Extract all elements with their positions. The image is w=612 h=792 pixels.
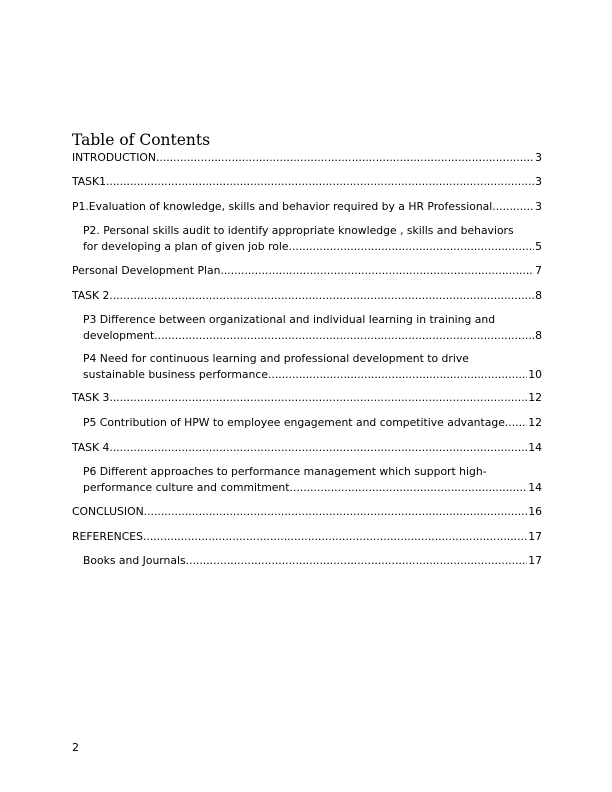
- toc-entry-text: REFERENCES: [72, 530, 143, 543]
- toc-entry-page: 14: [528, 441, 542, 454]
- toc-entry-p1[interactable]: [72, 199, 542, 215]
- toc-entry-text: development: [83, 328, 155, 342]
- toc-entry-personal-development-plan[interactable]: [72, 263, 542, 279]
- toc-entry-page: 17: [528, 530, 542, 543]
- toc-entry-page: 3: [535, 151, 542, 164]
- toc-entry-p3[interactable]: [83, 312, 542, 343]
- toc-entry-task2[interactable]: [72, 288, 542, 304]
- toc-entry-text: sustainable business performance: [83, 367, 268, 381]
- toc-entry-text: INTRODUCTION: [72, 151, 156, 164]
- page-number: 2: [72, 741, 79, 754]
- toc-entry-page: 8: [535, 289, 542, 302]
- toc-entry-text: TASK 4: [72, 441, 110, 454]
- toc-entry-page: 3: [535, 175, 542, 188]
- dot-leader: [289, 239, 535, 255]
- dot-leader: [156, 150, 534, 166]
- dot-leader: [186, 553, 528, 569]
- toc-entry-page: 3: [535, 200, 542, 213]
- toc-entry-introduction[interactable]: [72, 150, 542, 166]
- dot-leader: [492, 199, 534, 215]
- toc-entry-p6[interactable]: [83, 464, 542, 495]
- toc-entry-text: TASK1: [72, 175, 106, 188]
- toc-entry-page: 10: [528, 367, 542, 381]
- toc-entry-conclusion[interactable]: [72, 504, 542, 520]
- toc-heading: Table of Contents: [72, 131, 211, 149]
- dot-leader: [290, 480, 528, 496]
- toc-entry-page: 17: [528, 554, 542, 567]
- toc-entry-p4[interactable]: [83, 351, 542, 382]
- dot-leader: [268, 367, 527, 383]
- toc-entry-text-line1: P3 Difference between organizational and individual learning in training and: [83, 313, 496, 326]
- dot-leader: [109, 390, 527, 406]
- dot-leader: [144, 504, 528, 520]
- toc-entry-references[interactable]: [72, 529, 542, 545]
- toc-entry-text: Books and Journals: [83, 554, 186, 567]
- dot-leader: [143, 529, 527, 545]
- toc-entry-text: P5 Contribution of HPW to employee engagement and competitive advantage: [83, 416, 505, 429]
- toc-entry-page: 16: [528, 505, 542, 518]
- toc-entry-task4[interactable]: [72, 440, 542, 456]
- toc-entry-task3[interactable]: [72, 390, 542, 406]
- dot-leader: [109, 288, 534, 304]
- toc-entry-page: 7: [535, 264, 542, 277]
- toc-entry-task1[interactable]: [72, 174, 542, 190]
- toc-entry-p2[interactable]: [83, 223, 542, 254]
- toc-entry-page: 12: [528, 416, 542, 429]
- toc-entry-text: performance culture and commitment: [83, 480, 290, 494]
- toc-entry-text-line1: P4 Need for continuous learning and professional development to drive: [83, 352, 469, 365]
- toc-entry-page: 8: [535, 328, 542, 342]
- toc-entry-text: CONCLUSION: [72, 505, 144, 518]
- toc-entry-text: P1.Evaluation of knowledge, skills and behavior required by a HR Professional: [72, 200, 493, 213]
- toc-entry-text: TASK 2: [72, 289, 110, 302]
- dot-leader: [109, 440, 527, 456]
- toc-entry-text: for developing a plan of given job role: [83, 239, 289, 253]
- toc-entry-page: 14: [528, 480, 542, 494]
- toc-entry-text-line1: P6 Different approaches to performance management which support high-: [83, 465, 487, 478]
- toc-entry-page: 5: [535, 239, 542, 253]
- toc-entry-text: TASK 3: [72, 391, 110, 404]
- dot-leader: [505, 415, 527, 431]
- dot-leader: [154, 328, 534, 344]
- toc-entry-p5[interactable]: [83, 415, 542, 431]
- toc-entry-text-line1: P2. Personal skills audit to identify appropriate knowledge , skills and behaviors: [83, 224, 514, 237]
- toc-entry-books-and-journals[interactable]: [83, 553, 542, 569]
- toc-entry-page: 12: [528, 391, 542, 404]
- toc-entry-text: Personal Development Plan: [72, 264, 221, 277]
- dot-leader: [220, 263, 534, 279]
- dot-leader: [106, 174, 534, 190]
